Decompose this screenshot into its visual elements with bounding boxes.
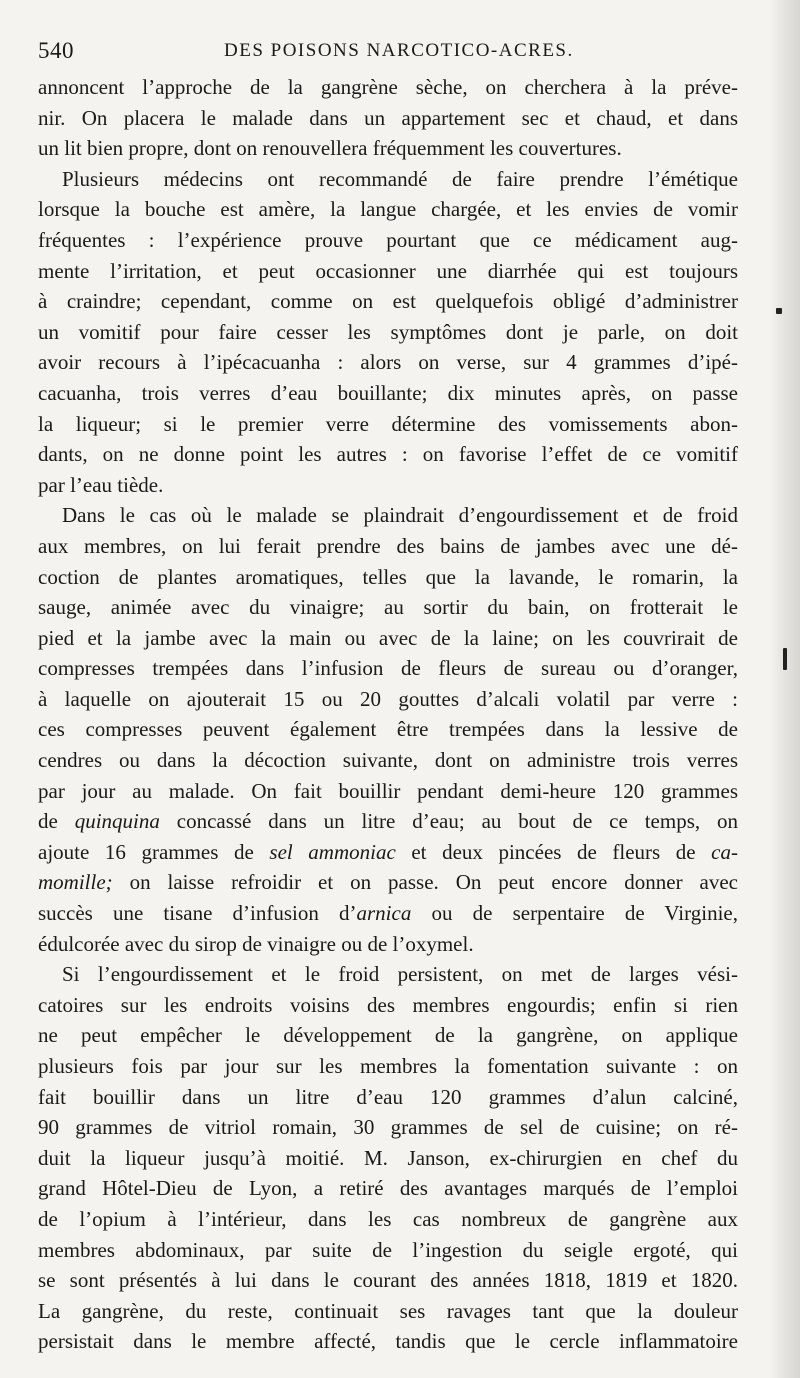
text-run: et deux pincées de fleurs de [395,839,712,864]
page-header [38,34,738,68]
text-line: persistait dans le membre affecté, tandis que le cercle inflammatoire [38,1329,738,1354]
text-line: un vomitif pour faire cesser les symptômes dont je parle, on doit [38,319,738,344]
text-line: 90 grammes de vitriol romain, 30 grammes de sel de cuisine; on ré- [38,1115,738,1140]
text-run: de [38,809,75,834]
text-line: ne peut empêcher le développement de la gangrène, on applique [38,1023,738,1048]
text-line: la liqueur; si le premier verre détermine des vomissements abon- [38,411,738,436]
text-line: La gangrène, du reste, continuait ses ravages tant que la douleur [38,1298,738,1323]
text-run: succès une tisane d’infusion d’ [38,901,357,926]
text-line: par l’eau tiède. [38,472,164,497]
text-line: cacuanha, trois verres d’eau bouillante; dix minutes après, on passe [38,380,738,405]
text-line: nir. On placera le malade dans un appartement sec et chaud, et dans [38,105,738,130]
margin-speck [776,308,782,314]
text-line: édulcorée avec du sirop de vinaigre ou de l’oxymel. [38,931,474,956]
text-line: mente l’irritation, et peut occasionner une diarrhée qui est toujours [38,258,738,283]
text-line: sauge, animée avec du vinaigre; au sortir du bain, on frotterait le [38,595,738,620]
text-line: ces compresses peuvent également être trempées dans la lessive de [38,717,738,742]
body-text [38,72,738,1357]
text-line: par jour au malade. On fait bouillir pendant demi-heure 120 grammes [38,778,738,803]
text-run: ajoute 16 grammes de [38,839,270,864]
text-line: compresses trempées dans l’infusion de fleurs de sureau ou d’oranger, [38,656,738,681]
text-run: concassé dans un litre d’eau; au bout de ce temps, on [159,809,738,834]
page-gutter-shadow [770,0,800,1378]
text-line: de l’opium à l’intérieur, dans les cas nombreux de gangrène aux [38,1206,738,1231]
text-line-with-italic [38,837,738,868]
text-line: cendres ou dans la décoction suivante, dont on administre trois verres [38,748,738,773]
text-line-with-italic [38,806,738,837]
text-line: Plusieurs médecins ont recommandé de faire prendre l’émétique [62,166,738,191]
text-line: se sont présentés à lui dans le courant des années 1818, 1819 et 1820. [38,1268,738,1293]
text-line: plusieurs fois par jour sur les membres la fomentation suivante : on [38,1054,738,1078]
text-line: Si l’engourdissement et le froid persistent, on met de larges vési- [62,962,738,987]
running-head: DES POISONS NARCOTICO-ACRES. [224,40,574,61]
margin-speck [783,648,787,670]
text-line: à craindre; cependant, comme on est quelquefois obligé d’administrer [38,289,738,314]
text-line: fréquentes : l’expérience prouve pourtant que ce médicament aug- [38,227,738,252]
text-line: dants, on ne donne point les autres : on favorise l’effet de ce vomitif [38,442,738,467]
italic-term: ca- [711,839,738,864]
text-line: un lit bien propre, dont on renouvellera fréquemment les couvertures. [38,136,622,161]
italic-term: arnica [356,901,412,926]
text-line: annoncent l’approche de la gangrène sèche, on cherchera à la préve- [38,75,738,99]
text-line: pied et la jambe avec la main ou avec de la laine; on les couvrirait de [38,625,738,650]
text-line: lorsque la bouche est amère, la langue chargée, et les envies de vomir [38,197,738,222]
text-line-with-italic [38,898,738,929]
text-line: avoir recours à l’ipécacuanha : alors on verse, sur 4 grammes d’ipé- [38,350,738,375]
text-line: fait bouillir dans un litre d’eau 120 grammes d’alun calciné, [38,1084,738,1109]
italic-term: quinquina [74,809,160,834]
italic-term: momille; [38,870,113,895]
italic-term: sel ammoniac [269,839,396,864]
text-line: à laquelle on ajouterait 15 ou 20 gouttes d’alcali volatil par verre : [38,686,738,711]
text-line-with-italic [38,867,738,898]
text-run: ou de serpentaire de Virginie, [411,901,738,926]
page-number: 540 [38,38,74,63]
text-line: coction de plantes aromatiques, telles que la lavande, le romarin, la [38,564,738,589]
text-line: catoires sur les endroits voisins des membres engourdis; enfin si rien [38,992,738,1017]
text-line: aux membres, on lui ferait prendre des bains de jambes avec une dé- [38,533,738,558]
text-line: Dans le cas où le malade se plaindrait d’engourdissement et de froid [62,503,738,528]
text-line: duit la liqueur jusqu’à moitié. M. Janson, ex-chirurgien en chef du [38,1145,738,1170]
text-line: membres abdominaux, par suite de l’ingestion du seigle ergoté, qui [38,1237,738,1262]
text-line: grand Hôtel-Dieu de Lyon, a retiré des avantages marqués de l’emploi [38,1176,738,1201]
text-run: on laisse refroidir et on passe. On peut encore donner avec [112,870,738,895]
